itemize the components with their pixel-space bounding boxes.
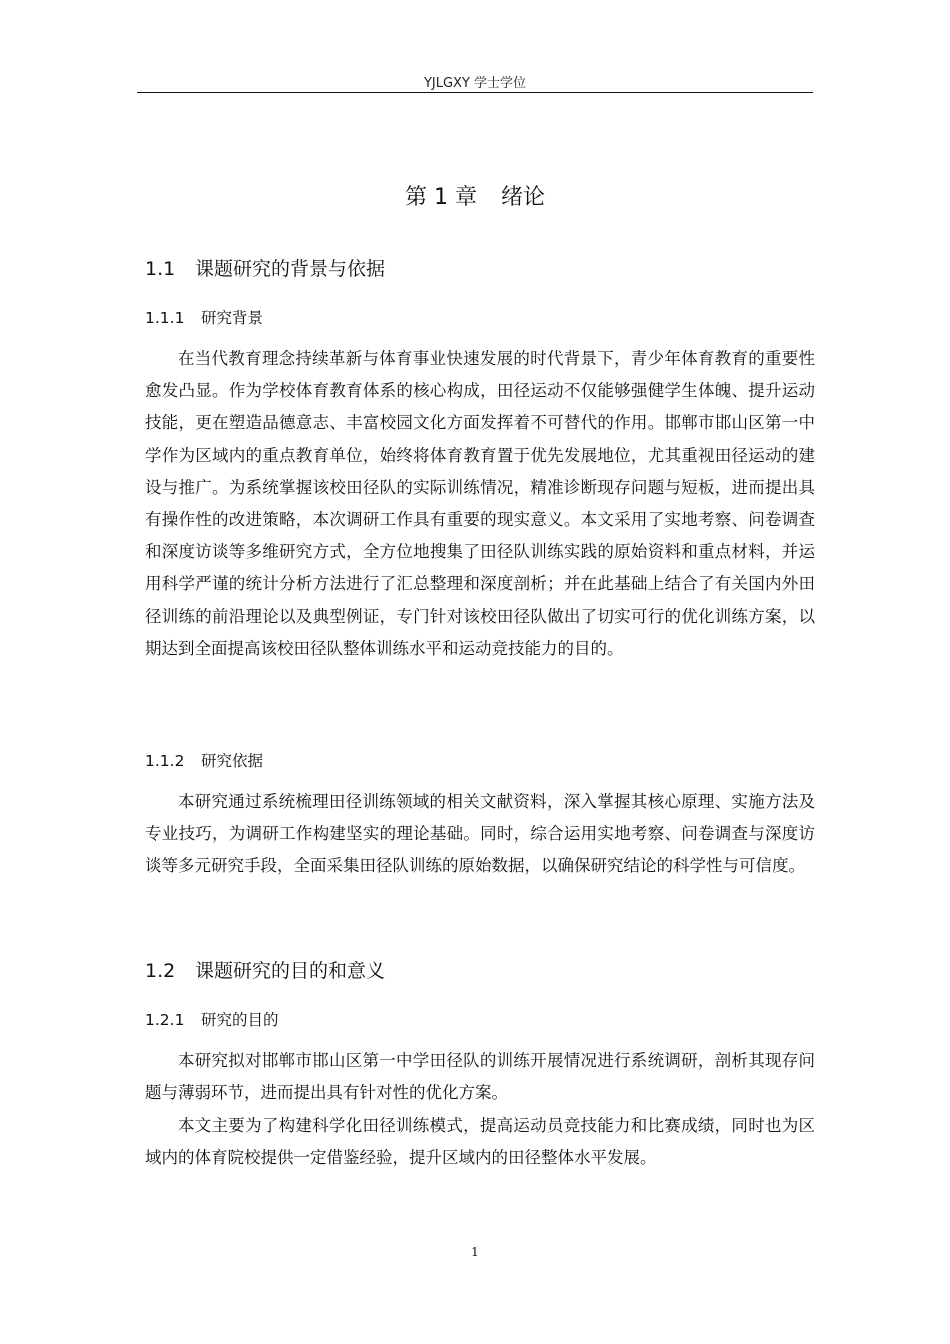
subsection-number: 1.1.1 <box>145 309 185 327</box>
subsection-title: 研究依据 <box>201 752 264 770</box>
section-number: 1.1 <box>145 258 176 280</box>
subsection-heading-1-2-1 <box>145 1008 279 1030</box>
subsection-title: 研究背景 <box>201 309 264 327</box>
paragraph-research-purpose <box>145 1045 815 1109</box>
section-heading-1-2 <box>145 956 385 983</box>
school-name-emphasis: 邯郸市邯山区第一中学 <box>261 1051 430 1070</box>
purpose-text-before: 本研究拟对 <box>178 1051 262 1070</box>
purpose-text-after: 田径队的训练开展情况进行系统调研，剖析其现存问题与薄弱环节，进而提出具有针对性的优化方案。 <box>145 1051 816 1103</box>
section-number: 1.2 <box>145 960 176 982</box>
chapter-number: 第 1 章 <box>405 185 477 210</box>
subsection-heading-1-1-1 <box>145 306 263 328</box>
chapter-name: 绪论 <box>500 185 545 210</box>
paragraph-research-purpose-2: 本文主要为了构建科学化田径训练模式，提高运动员竞技能力和比赛成绩，同时也为区域内的体育院校提供一定借鉴经验，提升区域内的田径整体水平发展。 <box>145 1116 815 1168</box>
paragraph-research-basis: 本研究通过系统梳理田径训练领域的相关文献资料，深入掌握其核心原理、实施方法及专业技巧，为调研工作构建坚实的理论基础。同时，综合运用实地考察、问卷调查与深度访谈等多元研究手段，全面采集田径队训练的原始数据，以确保研究结论的科学性与可信度。 <box>145 792 815 876</box>
section-heading-1-1 <box>145 254 385 281</box>
section-title: 课题研究的目的和意义 <box>195 960 386 982</box>
running-header: YJLGXY 学士学位 <box>423 76 527 91</box>
paragraph-research-background: 在当代教育理念持续革新与体育事业快速发展的时代背景下，青少年体育教育的重要性愈发凸显。作为学校体育教育体系的核心构成，田径运动不仅能够强健学生体魄、提升运动技能，更在塑造品德意志、丰富校园文化方面发挥着不可替代的作用。邯郸市邯山区第一中学作为区域内的重点教育单位，始终将体育教育置于优先发展地位，尤其重视田径运动的建设与推广。为系统掌握该校田径队的实际训练情况，精准诊断现存问题与短板，进而提出具有操作性的改进策略，本次调研工作具有重要的现实意义。本文采用了实地考察、问卷调查和深度访谈等多维研究方式，全方位地搜集了田径队训练实践的原始资料和重点材料，并运用科学严谨的统计分析方法进行了汇总整理和深度剖析；并在此基础上结合了有关国内外田径训练的前沿理论以及典型例证，专门针对该校田径队做出了切实可行的优化训练方案，以期达到全面提高该校田径队整体训练水平和运动竞技能力的目的。 <box>145 349 815 658</box>
subsection-title: 研究的目的 <box>201 1011 279 1029</box>
chapter-title <box>0 180 950 211</box>
subsection-number: 1.2.1 <box>145 1011 185 1029</box>
section-title: 课题研究的背景与依据 <box>195 258 386 280</box>
subsection-number: 1.1.2 <box>145 752 185 770</box>
header-rule <box>137 92 813 93</box>
subsection-heading-1-1-2 <box>145 749 263 771</box>
page-number: 1 <box>471 1245 479 1259</box>
